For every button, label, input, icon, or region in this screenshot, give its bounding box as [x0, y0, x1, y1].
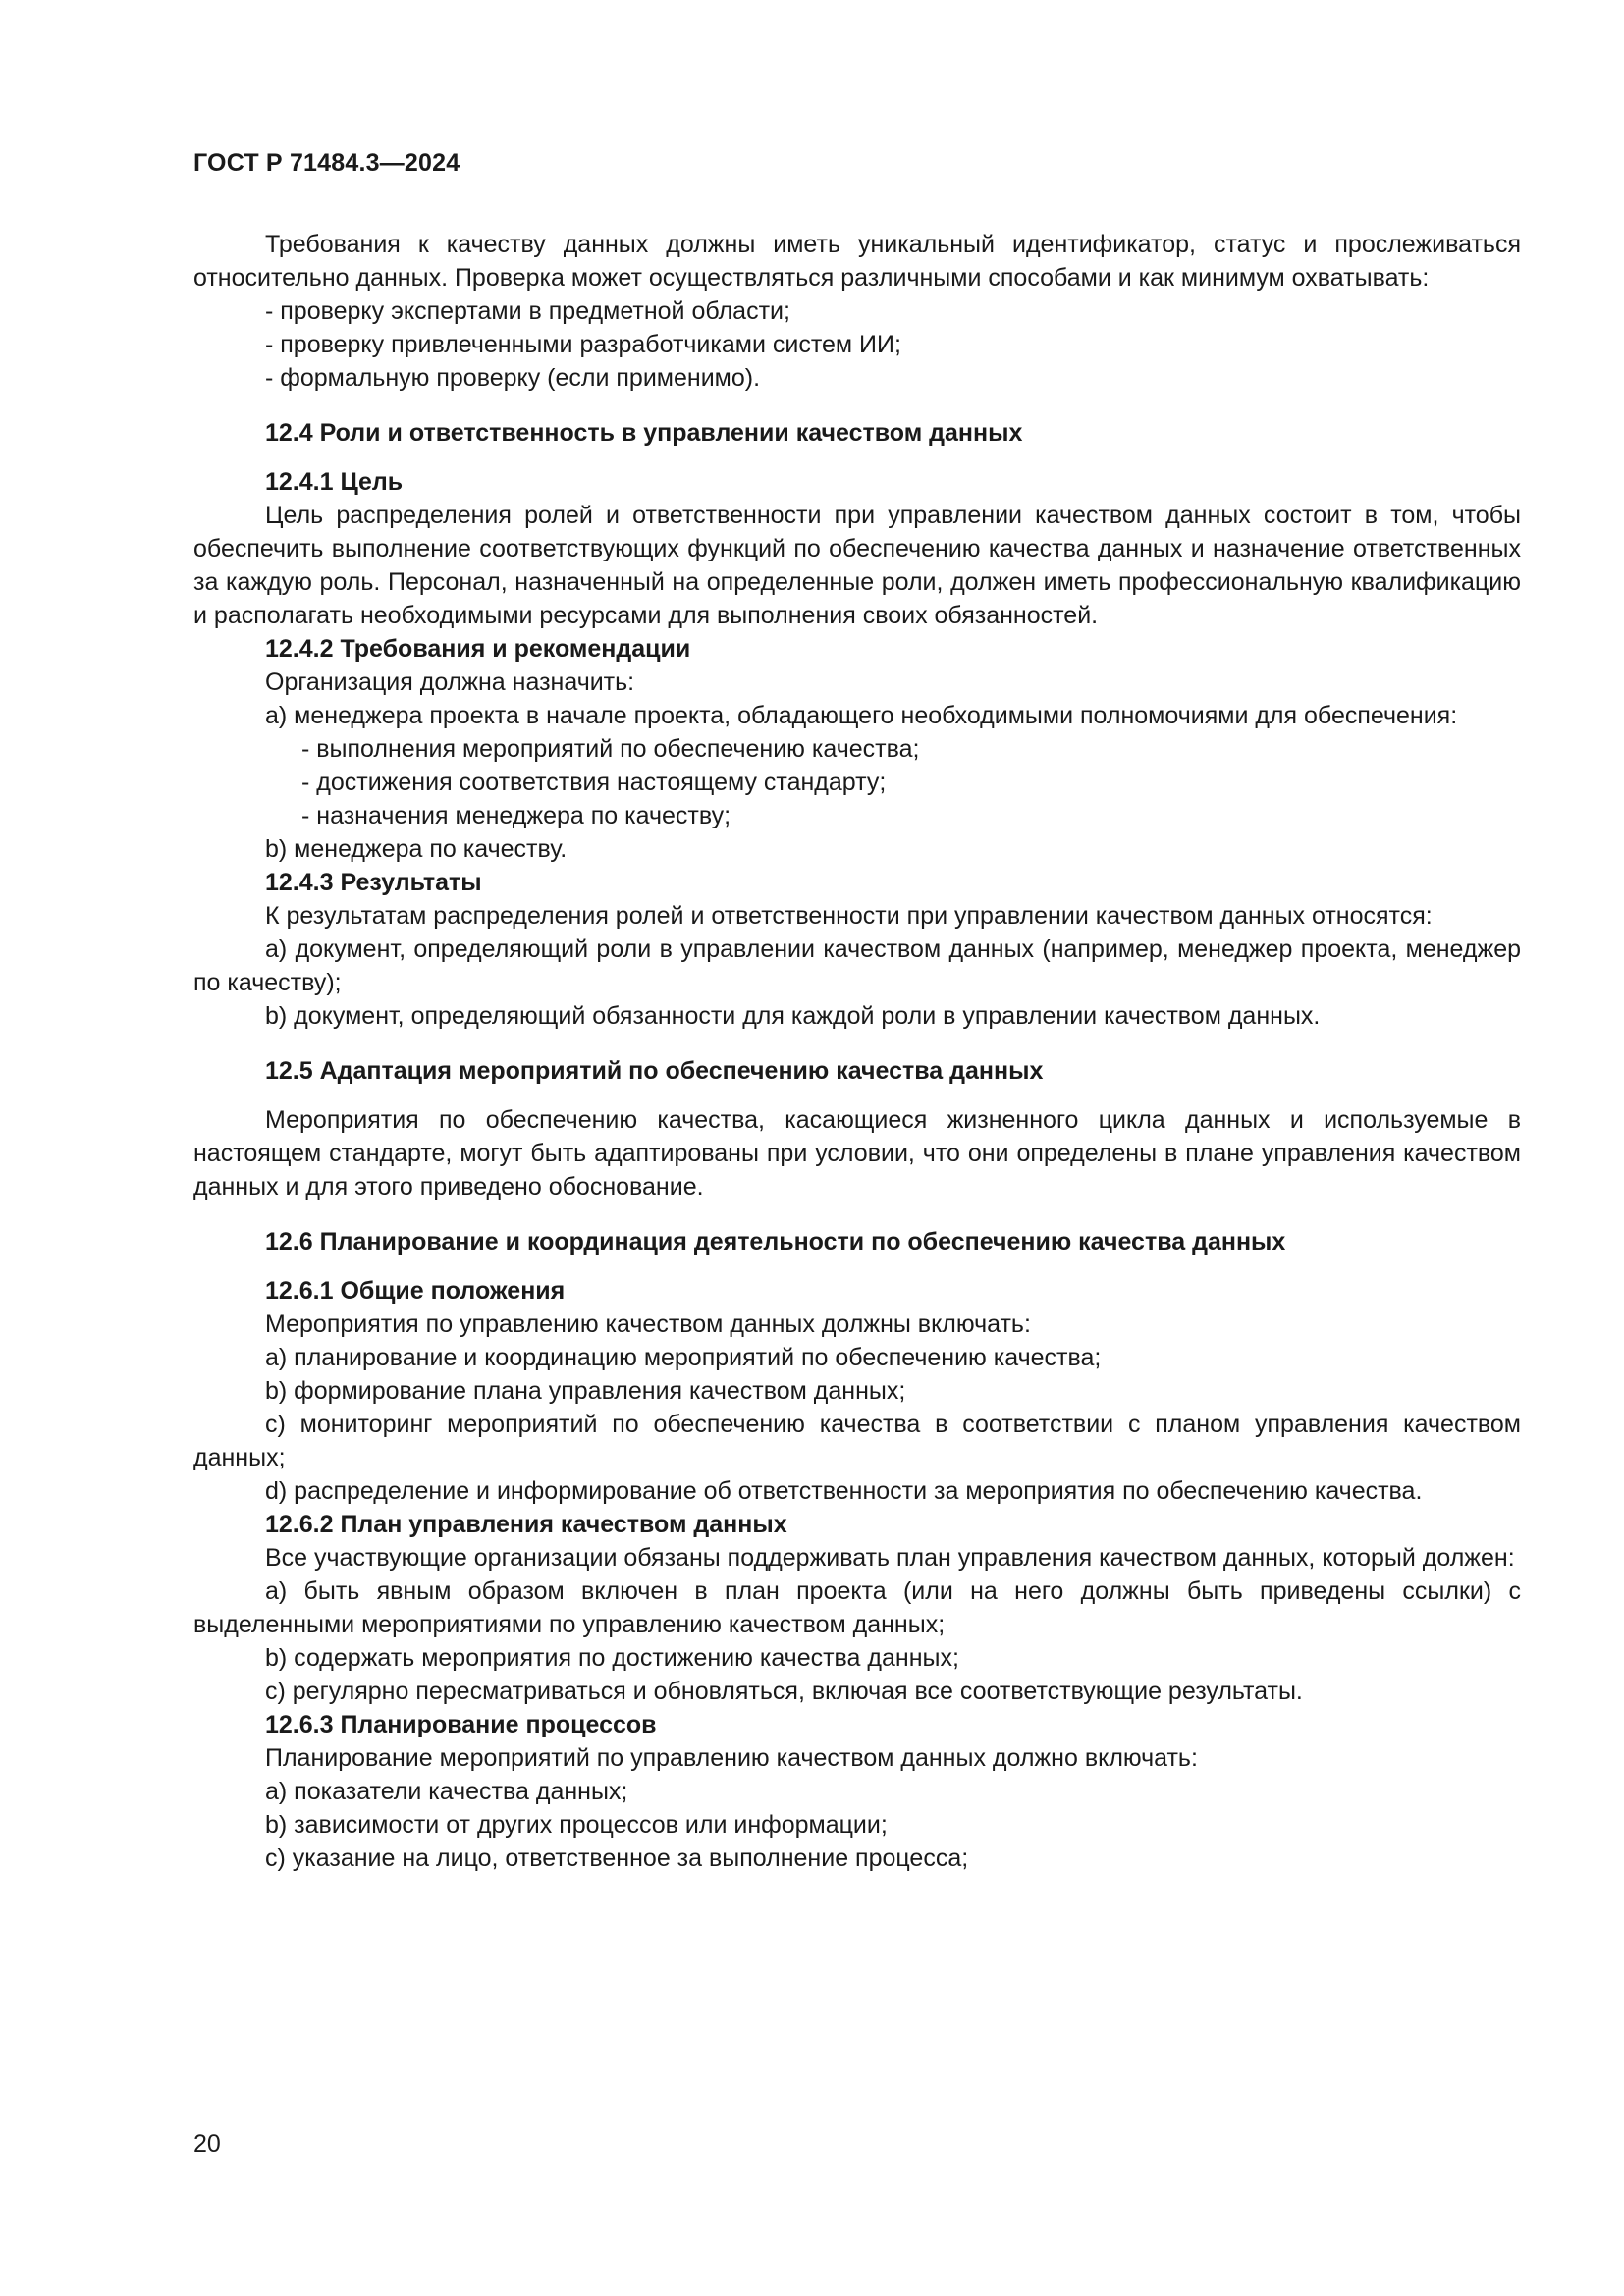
list-item-b: b) документ, определяющий обязанности для каждой роли в управлении качеством данных. [265, 1002, 1321, 1030]
subsection-heading-12-4-2: 12.4.2 Требования и рекомендации [265, 635, 691, 663]
intro-paragraph: Требования к качеству данных должны иметь уникальный идентификатор, статус и прослеживаться относительно данных. Проверка может осуществляться различными способами и как минимум охватывать: [193, 231, 1521, 292]
list-item-c: с) указание на лицо, ответственное за выполнение процесса; [265, 1844, 969, 1872]
paragraph: Мероприятия по управлению качеством данных должны включать: [265, 1310, 1031, 1338]
paragraph: Организация должна назначить: [265, 668, 635, 696]
list-item-d: d) распределение и информирование об ответственности за мероприятия по обеспечению качества. [265, 1477, 1423, 1505]
sub-list-item: - выполнения мероприятий по обеспечению качества; [301, 735, 920, 763]
sub-list-item: - назначения менеджера по качеству; [301, 802, 731, 829]
list-item-b: b) зависимости от других процессов или информации; [265, 1811, 888, 1839]
list-item-b: b) менеджера по качеству. [265, 835, 568, 863]
list-item-c: с) регулярно пересматриваться и обновляться, включая все соответствующие результаты. [265, 1678, 1303, 1705]
section-heading-12-5: 12.5 Адаптация мероприятий по обеспечению качества данных [265, 1057, 1044, 1085]
list-item-a: а) быть явным образом включен в план проекта (или на него должны быть приведены ссылки) с выделенными мероприятиями по управлению качеством данных; [193, 1577, 1521, 1638]
subsection-heading-12-4-1: 12.4.1 Цель [265, 468, 404, 496]
paragraph: Планирование мероприятий по управлению качеством данных должно включать: [265, 1744, 1198, 1772]
list-item-a: а) показатели качества данных; [265, 1778, 628, 1805]
paragraph: Цель распределения ролей и ответственности при управлении качеством данных состоит в том, чтобы обеспечить выполнение соответствующих функций по обеспечению качества данных и назначение ответственных за каждую роль. Персонал, назначенный на определенные роли, должен иметь профессиональную квалификацию и располагать необходимыми ресурсами для выполнения своих обязанностей. [193, 502, 1521, 629]
subsection-heading-12-6-3: 12.6.3 Планирование процессов [265, 1711, 657, 1738]
document-header: ГОСТ Р 71484.3—2024 [193, 149, 460, 177]
list-item-a: а) документ, определяющий роли в управлении качеством данных (например, менеджер проекта, менеджер по качеству); [193, 935, 1521, 996]
page-number: 20 [193, 2130, 221, 2158]
paragraph: Мероприятия по обеспечению качества, касающиеся жизненного цикла данных и используемые в настоящем стандарте, могут быть адаптированы при условии, что они определены в плане управления качеством данных и для этого приведено обоснование. [193, 1106, 1521, 1201]
section-heading-12-6: 12.6 Планирование и координация деятельности по обеспечению качества данных [265, 1228, 1286, 1255]
intro-list-item: - проверку привлеченными разработчиками систем ИИ; [265, 331, 901, 358]
list-item-c: с) мониторинг мероприятий по обеспечению качества в соответствии с планом управления качеством данных; [193, 1411, 1521, 1471]
intro-list-item: - формальную проверку (если применимо). [265, 364, 761, 392]
list-item-a: а) менеджера проекта в начале проекта, обладающего необходимыми полномочиями для обеспечения: [265, 702, 1458, 729]
paragraph: К результатам распределения ролей и ответственности при управлении качеством данных относятся: [265, 902, 1433, 930]
section-heading-12-4: 12.4 Роли и ответственность в управлении качеством данных [265, 419, 1023, 447]
sub-list-item: - достижения соответствия настоящему стандарту; [301, 769, 887, 796]
subsection-heading-12-4-3: 12.4.3 Результаты [265, 869, 482, 896]
page-body [193, 228, 1521, 1875]
subsection-heading-12-6-1: 12.6.1 Общие положения [265, 1277, 566, 1305]
list-item-b: b) содержать мероприятия по достижению качества данных; [265, 1644, 959, 1672]
subsection-heading-12-6-2: 12.6.2 План управления качеством данных [265, 1511, 787, 1538]
intro-list-item: - проверку экспертами в предметной области; [265, 297, 790, 325]
list-item-b: b) формирование плана управления качеством данных; [265, 1377, 906, 1405]
list-item-a: а) планирование и координацию мероприятий по обеспечению качества; [265, 1344, 1102, 1371]
paragraph: Все участвующие организации обязаны поддерживать план управления качеством данных, который должен: [265, 1544, 1515, 1572]
